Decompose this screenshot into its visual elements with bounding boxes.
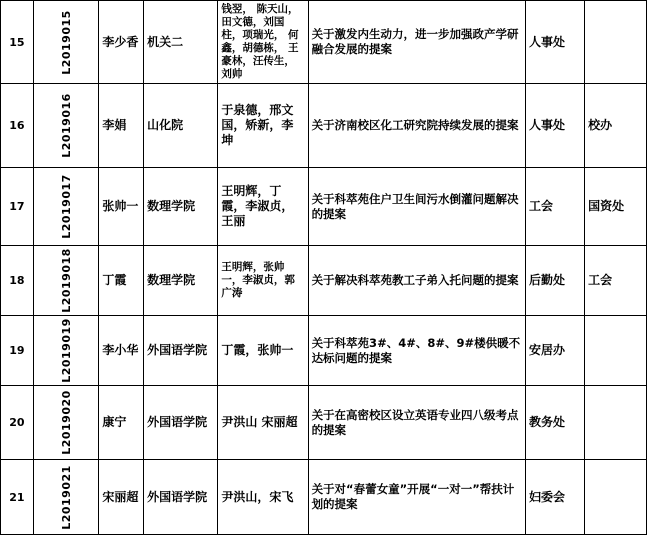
- lead-department: 人事处: [525, 84, 584, 168]
- proposer-name: 康宁: [99, 386, 144, 460]
- proposer-unit: 外国语学院: [144, 316, 218, 386]
- row-number: 19: [1, 316, 34, 386]
- proposal-title: 关于激发内生动力，进一步加强政产学研融合发展的提案: [308, 1, 525, 84]
- assist-department: 工会: [585, 246, 647, 316]
- table-row: [1, 168, 647, 246]
- proposer-unit: 数理学院: [144, 246, 218, 316]
- lead-department: 工会: [525, 168, 584, 246]
- proposal-code: L2019021: [33, 460, 99, 535]
- proposal-title: 关于对“春蕾女童”开展“一对一”帮扶计划的提案: [308, 460, 525, 535]
- proposer-unit: 机关二: [144, 1, 218, 84]
- table-row: [1, 246, 647, 316]
- cosigners: 丁霞，张帅一: [218, 316, 308, 386]
- proposal-title: 关于济南校区化工研究院持续发展的提案: [308, 84, 525, 168]
- row-number: 16: [1, 84, 34, 168]
- assist-department: [585, 316, 647, 386]
- proposal-code: L2019018: [33, 246, 99, 316]
- lead-department: 教务处: [525, 386, 584, 460]
- proposer-unit: 山化院: [144, 84, 218, 168]
- proposal-title: 关于在高密校区设立英语专业四八级考点的提案: [308, 386, 525, 460]
- cosigners: 于泉德，邢文国，矫新，李坤: [218, 84, 308, 168]
- table-row: [1, 1, 647, 84]
- cosigners: 尹洪山，宋飞: [218, 460, 308, 535]
- cosigners: 钱翌， 陈天山，田文德，刘国柱，项瑞光， 何鑫，胡德栋， 王豪林，汪传生，刘帅: [218, 1, 308, 84]
- lead-department: 后勤处: [525, 246, 584, 316]
- table-row: [1, 84, 647, 168]
- proposer-name: 张帅一: [99, 168, 144, 246]
- lead-department: 妇委会: [525, 460, 584, 535]
- table-row: [1, 316, 647, 386]
- row-number: 21: [1, 460, 34, 535]
- row-number: 18: [1, 246, 34, 316]
- proposal-code: L2019015: [33, 1, 99, 84]
- assist-department: 校办: [585, 84, 647, 168]
- proposal-code: L2019017: [33, 168, 99, 246]
- cosigners: 王明辉，丁霞，李淑贞，王丽: [218, 168, 308, 246]
- proposal-title: 关于科萃苑住户卫生间污水倒灌问题解决的提案: [308, 168, 525, 246]
- proposal-code: L2019019: [33, 316, 99, 386]
- lead-department: 安居办: [525, 316, 584, 386]
- cosigners: 王明辉，张帅一，李淑贞，郭广涛: [218, 246, 308, 316]
- proposer-name: 李娟: [99, 84, 144, 168]
- proposal-title: 关于科萃苑3#、4#、8#、9#楼供暖不达标问题的提案: [308, 316, 525, 386]
- proposer-unit: 外国语学院: [144, 386, 218, 460]
- row-number: 15: [1, 1, 34, 84]
- lead-department: 人事处: [525, 1, 584, 84]
- proposer-name: 丁霞: [99, 246, 144, 316]
- proposer-unit: 数理学院: [144, 168, 218, 246]
- assist-department: 国资处: [585, 168, 647, 246]
- proposal-title: 关于解决科萃苑教工子弟入托问题的提案: [308, 246, 525, 316]
- table-row: [1, 386, 647, 460]
- assist-department: [585, 460, 647, 535]
- proposer-unit: 外国语学院: [144, 460, 218, 535]
- proposer-name: 宋丽超: [99, 460, 144, 535]
- cosigners: 尹洪山 宋丽超: [218, 386, 308, 460]
- row-number: 17: [1, 168, 34, 246]
- assist-department: [585, 386, 647, 460]
- assist-department: [585, 1, 647, 84]
- table-row: [1, 460, 647, 535]
- proposer-name: 李少香: [99, 1, 144, 84]
- row-number: 20: [1, 386, 34, 460]
- proposer-name: 李小华: [99, 316, 144, 386]
- proposal-code: L2019020: [33, 386, 99, 460]
- proposal-code: L2019016: [33, 84, 99, 168]
